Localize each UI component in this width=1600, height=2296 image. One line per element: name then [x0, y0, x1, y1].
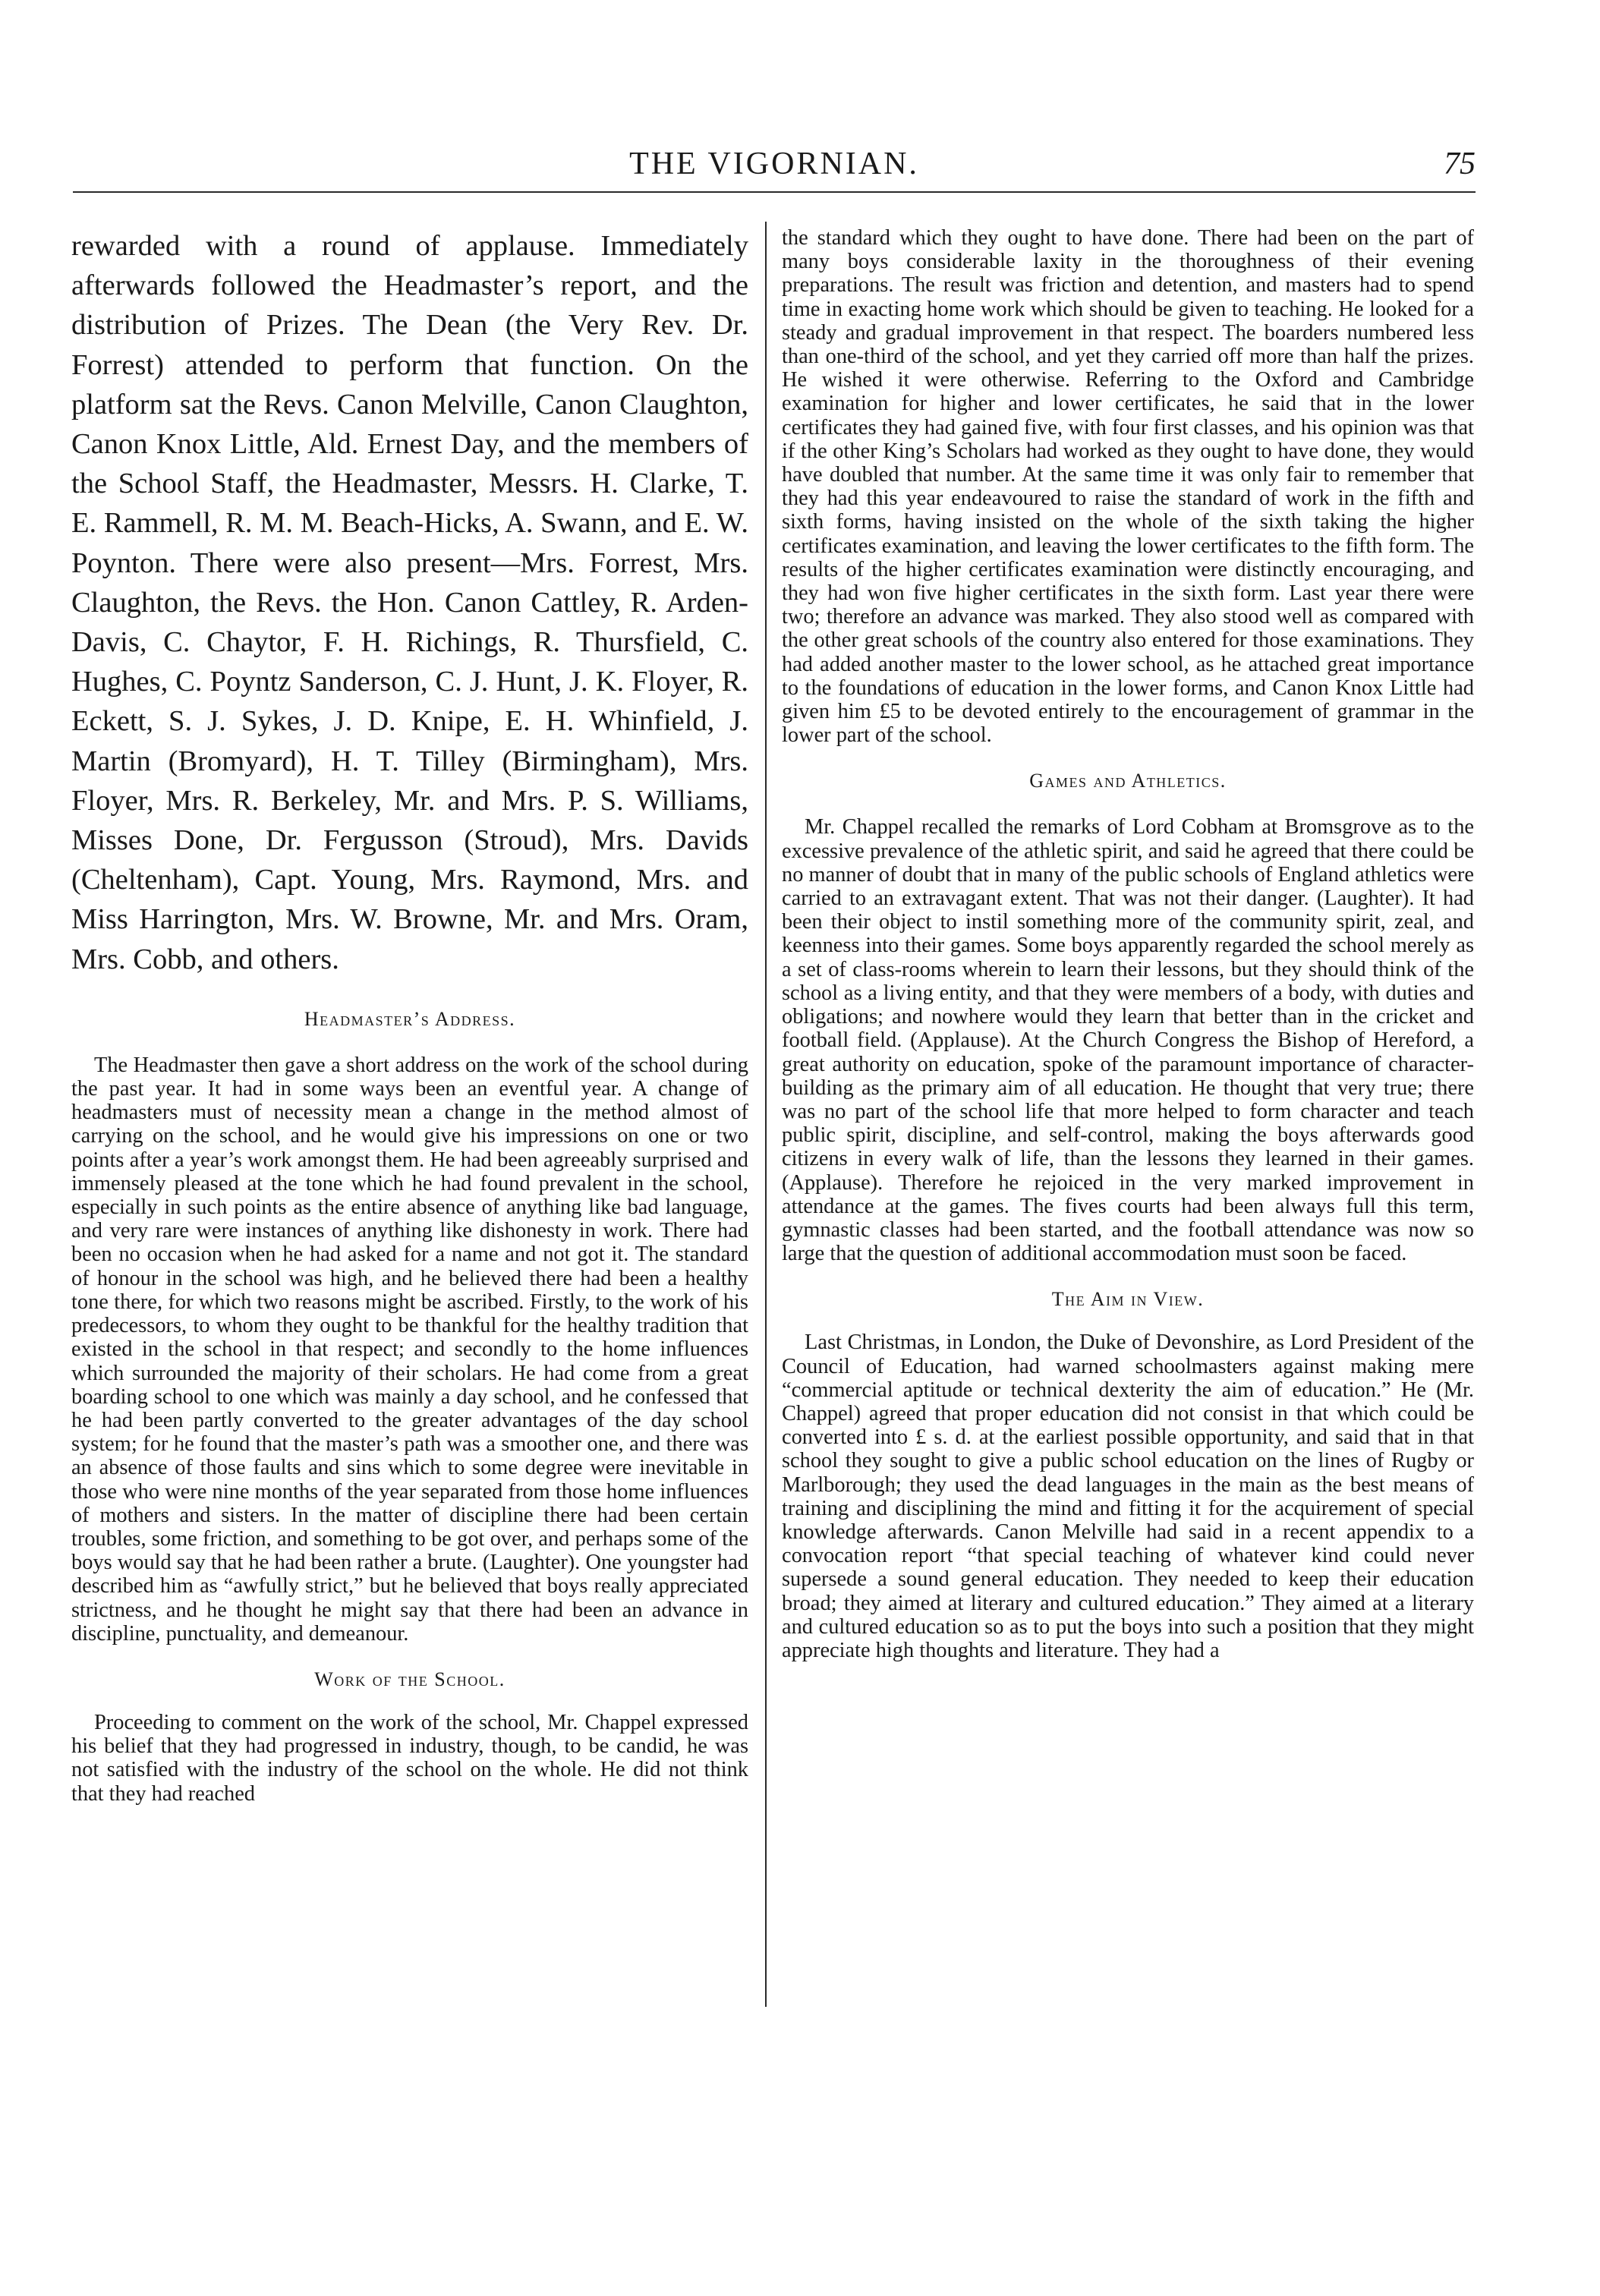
page-header — [73, 144, 1476, 190]
address-paragraph: The Headmaster then gave a short address on the work of the school during the past year. It had in some ways been an eventful year. A change of headmasters must of necessity mean a change in the method almost of carrying on the school, and he would give his impressions on one or two points after a year’s work amongst them. He had been agreeably surprised and immensely pleased at the tone which he had found prevalent in the school, especially in such points as the entire absence of anything like bad language, and very rare were instances of anything like dishonesty in work. There had been no occasion when he had asked for a name and not got it. The standard of honour in the school was high, and he believed there had been a healthy tone there, for which two reasons might be ascribed. Firstly, to the work of his predecessors, to whom they ought to be thankful for the healthy tradition that existed in the school in that respect; and secondly to the home influences which surrounded the majority of their scholars. He had come from a great boarding school to one which was mainly a day school, and he confessed that he had been partly converted to the greater advantages of the day school system; for he found that the master’s path was a smoother one, and there was an absence of those faults and sins which to some degree were inevitable in those who were nine months of the year separated from those home influences of mothers and sisters. In the matter of discipline there had been certain troubles, some friction, and something to be got over, and perhaps some of the boys would say that he had been rather a brute. (Laughter). One youngster had described him as “awfully strict,” but he believed that boys really appreciated strictness, and he thought he might say that there had been an advance in discipline, punctuality, and demeanour. — [71, 1053, 748, 1646]
column-divider — [765, 222, 767, 2007]
intro-paragraph: rewarded with a round of applause. Immediately afterwards followed the Headmaster’s report, and the distribution of Prizes. The Dean (the Very Rev. Dr. Forrest) attended to perform that function. On the platform sat the Revs. Canon Melville, Canon Claughton, Canon Knox Little, Ald. Ernest Day, and the members of the School Staff, the Headmaster, Messrs. H. Clarke, T. E. Rammell, R. M. M. Beach-Hicks, A. Swann, and E. W. Poynton. There were also present—Mrs. Forrest, Mrs. Claughton, the Revs. the Hon. Canon Cattley, R. Arden-Davis, C. Chaytor, F. H. Richings, R. Thursfield, C. Hughes, C. Poyntz Sanderson, C. J. Hunt, J. K. Floyer, R. Eckett, S. J. Sykes, J. D. Knipe, E. H. Whinfield, J. Martin (Bromyard), H. T. Tilley (Birmingham), Mrs. Floyer, Mrs. R. Berkeley, Mr. and Mrs. P. S. Williams, Misses Done, Dr. Fergusson (Stroud), Mrs. Davids (Cheltenham), Capt. Young, Mrs. Raymond, Mrs. and Miss Harrington, Mrs. W. Browne, Mr. and Mrs. Oram, Mrs. Cobb, and others. — [71, 230, 748, 975]
right-column — [782, 226, 1474, 1662]
continuation-paragraph: the standard which they ought to have done. There had been on the part of many boys considerable laxity in the thoroughness of their evening preparations. The result was friction and detention, and masters had to spend time in exacting home work which should be given to teaching. He looked for a steady and gradual improvement in that respect. The boarders numbered less than one-third of the school, and yet they carried off more than half the prizes. He wished it were otherwise. Referring to the Oxford and Cambridge examination for higher and lower certificates, he said that in the lower certificates they had gained five, with four first classes, and his opinion was that if the other King’s Scholars had worked as they ought to have done, they would have doubled that number. At the same time it was only fair to remember that they had this year endeavoured to raise the standard of work in the fifth and sixth forms, having insisted on the whole of the sixth taking the higher certificates examination, and leaving the lower certificates to the fifth form. The results of the higher certificates examination were distinctly encouraging, and they had won five higher certificates in the sixth form. Last year there were two; therefore an advance was marked. They also stood well as compared with the other great schools of the country also entered for those examinations. They had added another master to the lower school, as he attached great importance to the foundations of education in the lower forms, and Canon Knox Little had given him £5 to be devoted entirely to the encouragement of grammar in the lower part of the school. — [782, 226, 1474, 748]
left-column — [71, 226, 748, 1806]
heading-work-of-school: Work of the School. — [314, 1668, 506, 1690]
work-paragraph: Proceeding to comment on the work of the school, Mr. Chappel expressed his belief that they had progressed in industry, though, to be candid, he was not satisfied with the industry of the school on the whole. He did not think that they had reached — [71, 1710, 748, 1806]
heading-aim-in-view: The Aim in View. — [1051, 1288, 1205, 1311]
aim-paragraph: Last Christmas, in London, the Duke of Devonshire, as Lord President of the Council of Education, had warned schoolmasters against making mere “commercial aptitude or technical dexterity the aim of education.” He (Mr. Chappel) agreed that proper education did not consist in that which could be converted into £ s. d. at the earliest possible opportunity, and said that in that school they sought to give a public school education on the lines of Rugby or Marlborough; they used the dead languages in the main as the best means of training and disciplining the mind and fitting it for the acquirement of special knowledge afterwards. Canon Melville had said in a recent appendix to a convocation report “that special teaching of whatever kind could never supersede a sound general education. They needed to keep their education broad; they aimed at literary and cultured education.” They aimed at a literary and cultured education so as to put the boys into such a position that they might appreciate high thoughts and literature. They had a — [782, 1331, 1474, 1662]
running-title: THE VIGORNIAN. — [629, 146, 919, 181]
header-rule — [73, 191, 1476, 193]
heading-headmasters-address: Headmaster’s Address. — [304, 1007, 516, 1030]
page-number: 75 — [1444, 146, 1476, 181]
heading-games-athletics: Games and Athletics. — [1029, 770, 1227, 792]
games-paragraph: Mr. Chappel recalled the remarks of Lord Cobham at Bromsgrove as to the excessive prevalence of the athletic spirit, and said he agreed that there could be no manner of doubt that in many of the public schools of England athletics were carried to an extravagant extent. That was not their danger. (Laughter). It had been their object to instil something more of the community spirit, zeal, and keenness into their games. Some boys apparently regarded the school merely as a set of class-rooms wherein to learn their lessons, but they should think of the school as a living entity, and that they were members of a body, with duties and obligations; and nowhere would they learn that better than in the cricket and football field. (Applause). At the Church Congress the Bishop of Hereford, a great authority on education, spoke of the paramount importance of character-building as the primary aim of all education. He thought that very true; there was no part of the school life that more helped to form character and teach public spirit, discipline, and self-control, making the boys afterwards good citizens in every walk of life, than the lessons they learned in their games. (Applause). Therefore he rejoiced in the very marked improvement in attendance at the games. The fives courts had been always full this term, gymnastic classes had been started, and the football attendance was now so large that the question of additional accommodation must soon be faced. — [782, 815, 1474, 1266]
